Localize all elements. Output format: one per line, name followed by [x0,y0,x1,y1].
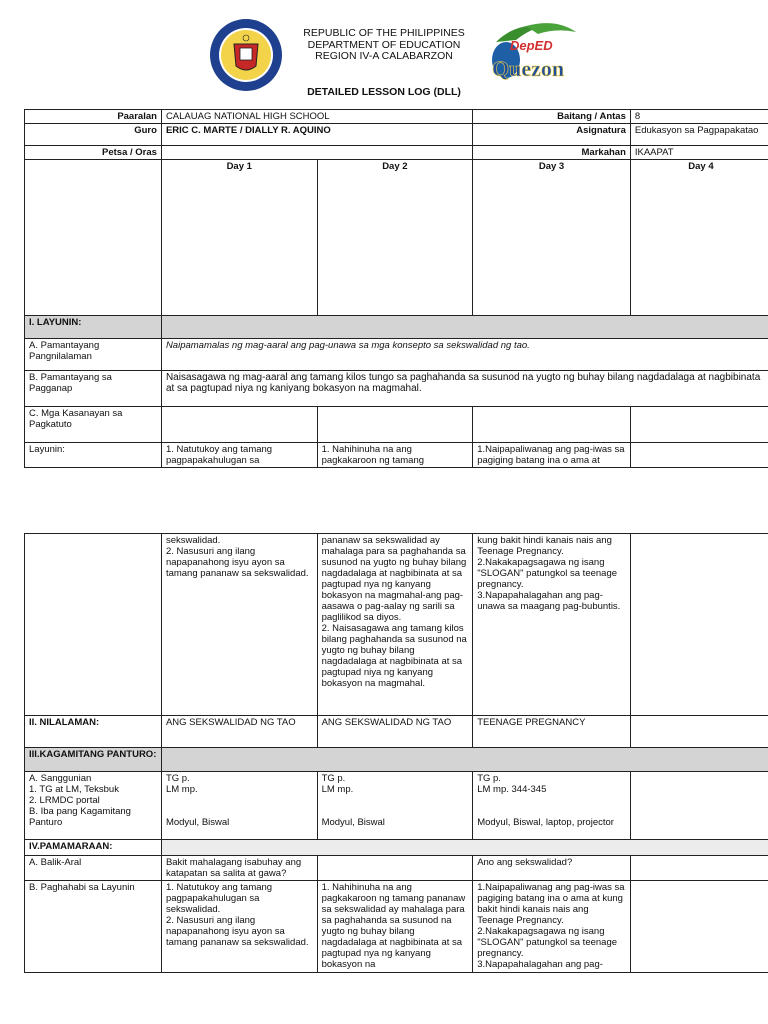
paghahabi-label: B. Paghahabi sa Layunin [25,881,162,973]
paghahabi-d2: 1. Nahihinuha na ang pagkakaroon ng tamang pananaw sa sekswalidad ay mahalaga para sa paghahanda sa susunod na yugto ng buhay bilang nagdadalaga at nagbibinata at sa pagtupad nya ng kanyang bokasyon na [317,881,473,973]
baitang-value: 8 [630,110,768,124]
day-header-blank [25,160,162,316]
layunin-label: Layunin: [25,443,162,468]
sanggunian-label: A. Sanggunian 1. TG at LM, Teksbuk 2. LRMDC portal B. Iba pang Kagamitang Panturo [25,772,162,840]
pamantayang-pagganap-text: Naisasagawa ng mag-aaral ang tamang kilos tungo sa paghahanda sa susunod na yugto ng buhay bilang nagdadalaga at nagbibinata at sa pagtupad niya ng kaniyang bokasyon na magmahal. [161,371,768,407]
balik-aral-d3: Ano ang sekswalidad? [473,856,631,881]
markahan-value: IKAAPAT [630,146,768,160]
day-header-3: Day 3 [473,160,631,316]
day-header-1: Day 1 [161,160,317,316]
nilalaman-label: II. NILALAMAN: [25,716,162,748]
guro-label: Guro [25,124,162,146]
guro-value: ERIC C. MARTE / DIALLY R. AQUINO [161,124,472,146]
sanggunian-d3: TG p. LM mp. 344-345 Modyul, Biswal, laptop, projector [473,772,631,840]
cont-d1: sekswalidad. 2. Nasusuri ang ilang napapanahong isyu ayon sa tamang pananaw sa sekswalidad. [161,534,317,716]
section-kagamitan: III.KAGAMITANG PANTURO: [25,748,162,772]
kasanayan-d4 [630,407,768,443]
sanggunian-d2: TG p. LM mp. Modyul, Biswal [317,772,473,840]
cont-d4 [630,534,768,716]
section-layunin: I. LAYUNIN: [25,316,162,339]
petsa-value [161,146,472,160]
petsa-label: Petsa / Oras [25,146,162,160]
dll-table-page1 [24,109,768,468]
nilalaman-d1: ANG SEKSWALIDAD NG TAO [161,716,317,748]
svg-text:Quezon: Quezon [492,56,565,81]
balik-aral-d1: Bakit mahalagang isabuhay ang katapatan sa salita at gawa? [161,856,317,881]
section-layunin-fill [161,316,768,339]
nilalaman-d3: TEENAGE PREGNANCY [473,716,631,748]
kasanayan-d1 [161,407,317,443]
pamantayang-pagganap-label: B. Pamantayang sa Pagganap [25,371,162,407]
svg-text:DepED: DepED [510,38,553,53]
pamantayang-pangnilalaman-label: A. Pamantayang Pangnilalaman [25,339,162,371]
markahan-label: Markahan [473,146,631,160]
header-line-republic: REPUBLIC OF THE PHILIPPINES [303,27,465,39]
pamamaraan-fill [161,840,768,856]
cont-label [25,534,162,716]
section-kagamitan-fill [161,748,768,772]
paghahabi-d3: 1.Naipapaliwanag ang pag-iwas sa pagiging batang ina o ama at kung bakit hindi kanais nais ang Teenage Pregnancy. 2.Nakakapagsagawa ng isang "SLOGAN" patungkol sa teenage pregnancy. 3.Napapahalagahan ang pag- [473,881,631,973]
cont-d3: kung bakit hindi kanais nais ang Teenage Pregnancy. 2.Nakakapagsagawa ng isang "SLOGAN" patungkol sa teenage pregnancy. 3.Napapahalagahan ang pag-unawa sa maagang pag-bubuntis. [473,534,631,716]
nilalaman-d4 [630,716,768,748]
deped-quezon-logo [486,20,580,84]
paaralan-value: CALAUAG NATIONAL HIGH SCHOOL [161,110,472,124]
document-title: DETAILED LESSON LOG (DLL) [307,86,461,98]
asignatura-value: Edukasyon sa Pagpapakatao [630,124,768,146]
balik-aral-label: A. Balik-Aral [25,856,162,881]
pamantayang-pangnilalaman-text: Naipamamalas ng mag-aaral ang pag-unawa sa mga konsepto sa sekswalidad ng tao. [161,339,768,371]
kasanayan-label: C. Mga Kasanayan sa Pagkatuto [25,407,162,443]
cont-d2: pananaw sa sekswalidad ay mahalaga para sa paghahanda sa susunod na yugto ng buhay bilang nagdadalaga at nagbibinata at sa pagtupad nya ng kanyang bokasyon na magmahal-ang pag-aasawa o pag-aalay ng sarili sa paglilikod sa diyos. 2. Naisasagawa ang tamang kilos bilang paghahanda sa susunod na yugto ng buhay bilang nagdadalaga at nagbibinata at sa pagtupad niya ng kanyang bokasyon na magmahal. [317,534,473,716]
kasanayan-d3 [473,407,631,443]
sanggunian-d1: TG p. LM mp. Modyul, Biswal [161,772,317,840]
balik-aral-d4 [630,856,768,881]
kasanayan-d2 [317,407,473,443]
day-header-4: Day 4 [630,160,768,316]
layunin-d3: 1.Naipapaliwanag ang pag-iwas sa pagiging batang ina o ama at [473,443,631,468]
header-line-deped: DEPARTMENT OF EDUCATION [307,38,461,51]
header-line-region: REGION IV-A CALABARZON [315,50,453,62]
paaralan-label: Paaralan [25,110,162,124]
day-header-2: Day 2 [317,160,473,316]
layunin-d4 [630,443,768,468]
layunin-d2: 1. Nahihinuha na ang pagkakaroon ng tamang [317,443,473,468]
document-header [250,28,518,63]
pamamaraan-label: IV.PAMAMARAAN: [25,840,162,856]
baitang-label: Baitang / Antas [473,110,631,124]
paghahabi-d4 [630,881,768,973]
asignatura-label: Asignatura [473,124,631,146]
paghahabi-d1: 1. Natutukoy ang tamang pagpapakahulugan sa sekswalidad. 2. Nasusuri ang ilang napapanahong isyu ayon sa tamang pananaw sa sekswalidad. [161,881,317,973]
layunin-d1: 1. Natutukoy ang tamang pagpapakahulugan sa [161,443,317,468]
nilalaman-d2: ANG SEKSWALIDAD NG TAO [317,716,473,748]
dll-table-page2 [24,533,768,973]
balik-aral-d2 [317,856,473,881]
sanggunian-d4 [630,772,768,840]
